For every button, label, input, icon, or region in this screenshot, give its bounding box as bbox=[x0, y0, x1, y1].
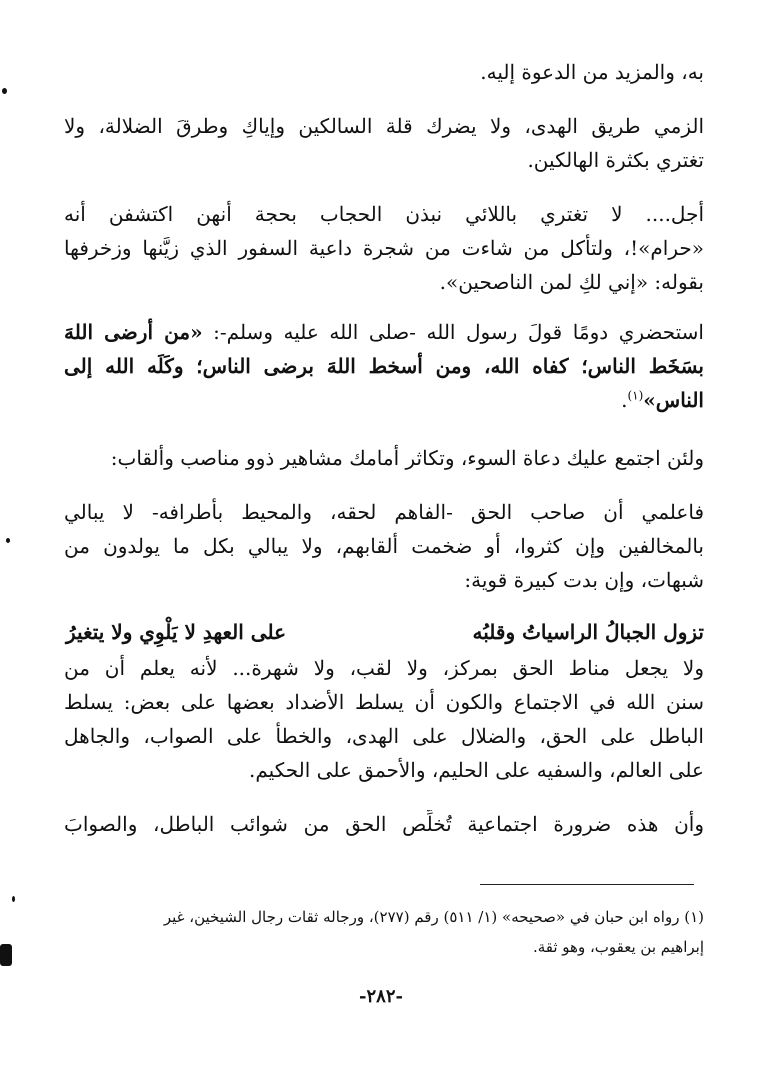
paragraph-7-line-3: الباطل على الحق، والضلال على الهدى، والخطأ على الصواب، والجاهل bbox=[64, 724, 704, 748]
footnote-line-1: (١) رواه ابن حبان في «صحيحه» (١/ ٥١١) رقم (٢٧٧)، ورجاله ثقات رجال الشيخين، غير bbox=[163, 908, 704, 926]
paragraph-4-line-1 bbox=[64, 318, 704, 346]
footnote-reference[interactable]: (١) bbox=[627, 388, 644, 403]
paragraph-7-line-4: على العالم، والسفيه على الحليم، والأحمق على الحكيم. bbox=[249, 758, 704, 782]
scan-speck bbox=[12, 896, 15, 902]
paragraph-2-line-1: الزمي طريق الهدى، ولا يضرك قلة السالكين وإياكِ وطرقَ الضلالة، ولا bbox=[64, 114, 704, 138]
paragraph-3-line-3: بقوله: «إني لكِ لمن الناصحين». bbox=[439, 270, 704, 294]
paragraph-8-line-1: وأن هذه ضرورة اجتماعية تُخلِّص الحق من شوائب الباطل، والصوابَ bbox=[64, 812, 704, 836]
hadith-quote-start: «من أرضى اللهَ bbox=[64, 320, 203, 344]
page-number: -٢٨٢- bbox=[359, 986, 403, 1007]
paragraph-6-line-3: شبهات، وإن بدت كبيرة قوية: bbox=[464, 568, 704, 592]
hadith-intro: استحضري دومًا قولَ رسول الله -صلى الله عليه وسلم-: bbox=[202, 320, 704, 344]
footnote-line-2: إبراهيم بن يعقوب، وهو ثقة. bbox=[532, 938, 704, 956]
paragraph-3-line-2: «حرام»!، ولتأكل من شاءت من شجرة داعية السفور الذي زيَّنها وزخرفها bbox=[64, 236, 704, 260]
verse-first-hemistich: تزول الجبالُ الراسياتُ وقلبُه bbox=[472, 620, 704, 644]
paragraph-7-line-2: سنن الله في الاجتماع والكون أن يسلط الأضداد بعضها على بعض: يسلط bbox=[64, 690, 704, 714]
paragraph-5-line-1: ولئن اجتمع عليك دعاة السوء، وتكاثر أمامك مشاهير ذوو مناصب وألقاب: bbox=[110, 446, 704, 470]
hadith-quote-end: الناس» bbox=[643, 388, 704, 412]
verse-second-hemistich: على العهدِ لا يَلْوِي ولا يتغيرُ bbox=[66, 620, 287, 644]
footnote-separator bbox=[480, 884, 694, 885]
paragraph-1-line-1: به، والمزيد من الدعوة إليه. bbox=[480, 60, 704, 84]
paragraph-2-line-2: تغتري بكثرة الهالكين. bbox=[527, 148, 704, 172]
paragraph-4-line-2: بسَخَط الناس؛ كفاه الله، ومن أسخط اللهَ برضى الناس؛ وكَلَه الله إلى bbox=[64, 354, 704, 378]
paragraph-7-line-1: ولا يجعل مناط الحق بمركز، ولا لقب، ولا شهرة... لأنه يعلم أن من bbox=[64, 656, 704, 680]
paragraph-3-line-1: أجل.... لا تغتري باللائي نبذن الحجاب بحجة أنهن اكتشفن أنه bbox=[64, 202, 704, 226]
scan-speck bbox=[2, 88, 7, 94]
paragraph-6-line-1: فاعلمي أن صاحب الحق -الفاهم لحقه، والمحيط بأطرافه- لا يبالي bbox=[64, 500, 704, 524]
paragraph-6-line-2: بالمخالفين وإن كثروا، أو ضخمت ألقابهم، ولا يبالي بكل ما يولدون من bbox=[64, 534, 704, 558]
scan-blot bbox=[0, 944, 12, 966]
paragraph-4-line-3 bbox=[64, 386, 704, 414]
sentence-end: . bbox=[621, 388, 628, 412]
scan-speck bbox=[6, 538, 10, 543]
